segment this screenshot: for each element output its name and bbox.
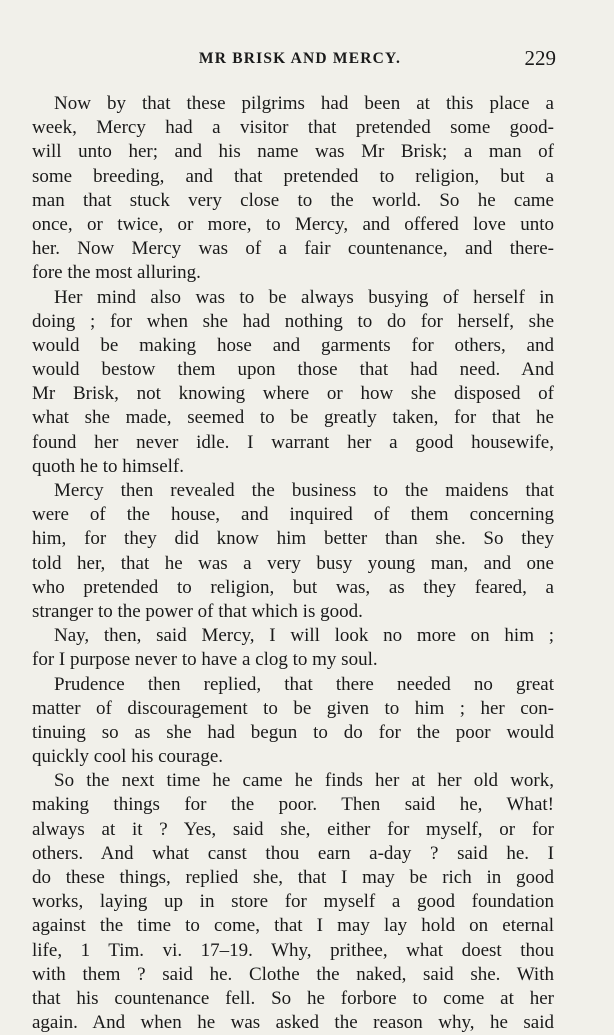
text-line: matter of discouragement to be given to him ; her con- <box>32 697 554 719</box>
text-line: Prudence then replied, that there needed no great <box>54 673 554 695</box>
text-line: So the next time he came he finds her at her old work, <box>54 770 554 792</box>
text-line: will unto her; and his name was Mr Brisk; a man of <box>32 141 554 163</box>
text-line: against the time to come, that I may lay hold on eternal <box>32 915 554 937</box>
text-line: with them ? said he. Clothe the naked, said she. With <box>32 963 554 985</box>
text-line: for I purpose never to have a clog to my soul. <box>32 649 378 671</box>
text-line: Her mind also was to be always busying of herself in <box>54 286 554 308</box>
text-line: stranger to the power of that which is good. <box>32 600 363 622</box>
text-line: life, 1 Tim. vi. 17–19. Why, prithee, what doest thou <box>32 939 554 961</box>
text-line: quoth he to himself. <box>32 455 184 477</box>
text-line: told her, that he was a very busy young man, and one <box>32 552 554 574</box>
text-line: Mr Brisk, not knowing where or how she disposed of <box>32 383 554 405</box>
running-title: MR BRISK AND MERCY. <box>198 50 402 67</box>
text-line: her. Now Mercy was of a fair countenance, and there- <box>32 238 554 260</box>
text-line: would be making hose and garments for others, and <box>32 334 554 356</box>
text-line: Now by that these pilgrims had been at this place a <box>54 93 554 114</box>
text-line: works, laying up in store for myself a good foundation <box>32 891 554 913</box>
text-line: always at it ? Yes, said she, either for myself, or for <box>32 818 554 840</box>
text-line: doing ; for when she had nothing to do for herself, she <box>32 310 554 332</box>
page-header <box>44 46 556 72</box>
text-line: were of the house, and inquired of them concerning <box>32 504 554 526</box>
text-line: Nay, then, said Mercy, I will look no more on him ; <box>54 625 554 647</box>
text-line: quickly cool his courage. <box>32 746 224 768</box>
text-line: who pretended to religion, but was, as they feared, a <box>32 576 554 598</box>
text-line: would bestow them upon those that had need. And <box>32 359 554 381</box>
text-line: some breeding, and that pretended to religion, but a <box>32 165 554 187</box>
page-number: 229 <box>524 46 556 70</box>
text-line: again. And when he was asked the reason why, he said <box>32 1012 554 1034</box>
text-line: found her never idle. I warrant her a good housewife, <box>32 431 554 453</box>
text-line: him, for they did know him better than she. So they <box>32 528 554 550</box>
text-line: man that stuck very close to the world. So he came <box>32 189 554 211</box>
text-line: do these things, replied she, that I may be rich in good <box>32 867 554 888</box>
text-line: week, Mercy had a visitor that pretended some good- <box>32 117 554 139</box>
text-line: once, or twice, or more, to Mercy, and offered love unto <box>32 213 554 235</box>
text-line: Mercy then revealed the business to the maidens that <box>54 480 554 501</box>
text-line: making things for the poor. Then said he, What! <box>32 794 554 816</box>
text-line: tinuing so as she had begun to do for the poor would <box>32 721 554 743</box>
text-line: fore the most alluring. <box>32 262 201 284</box>
text-line: others. And what canst thou earn a-day ? said he. I <box>32 842 554 864</box>
body-text <box>32 92 554 1035</box>
text-line: that his countenance fell. So he forbore to come at her <box>32 987 554 1009</box>
text-line: what she made, seemed to be greatly taken, for that he <box>32 407 554 429</box>
